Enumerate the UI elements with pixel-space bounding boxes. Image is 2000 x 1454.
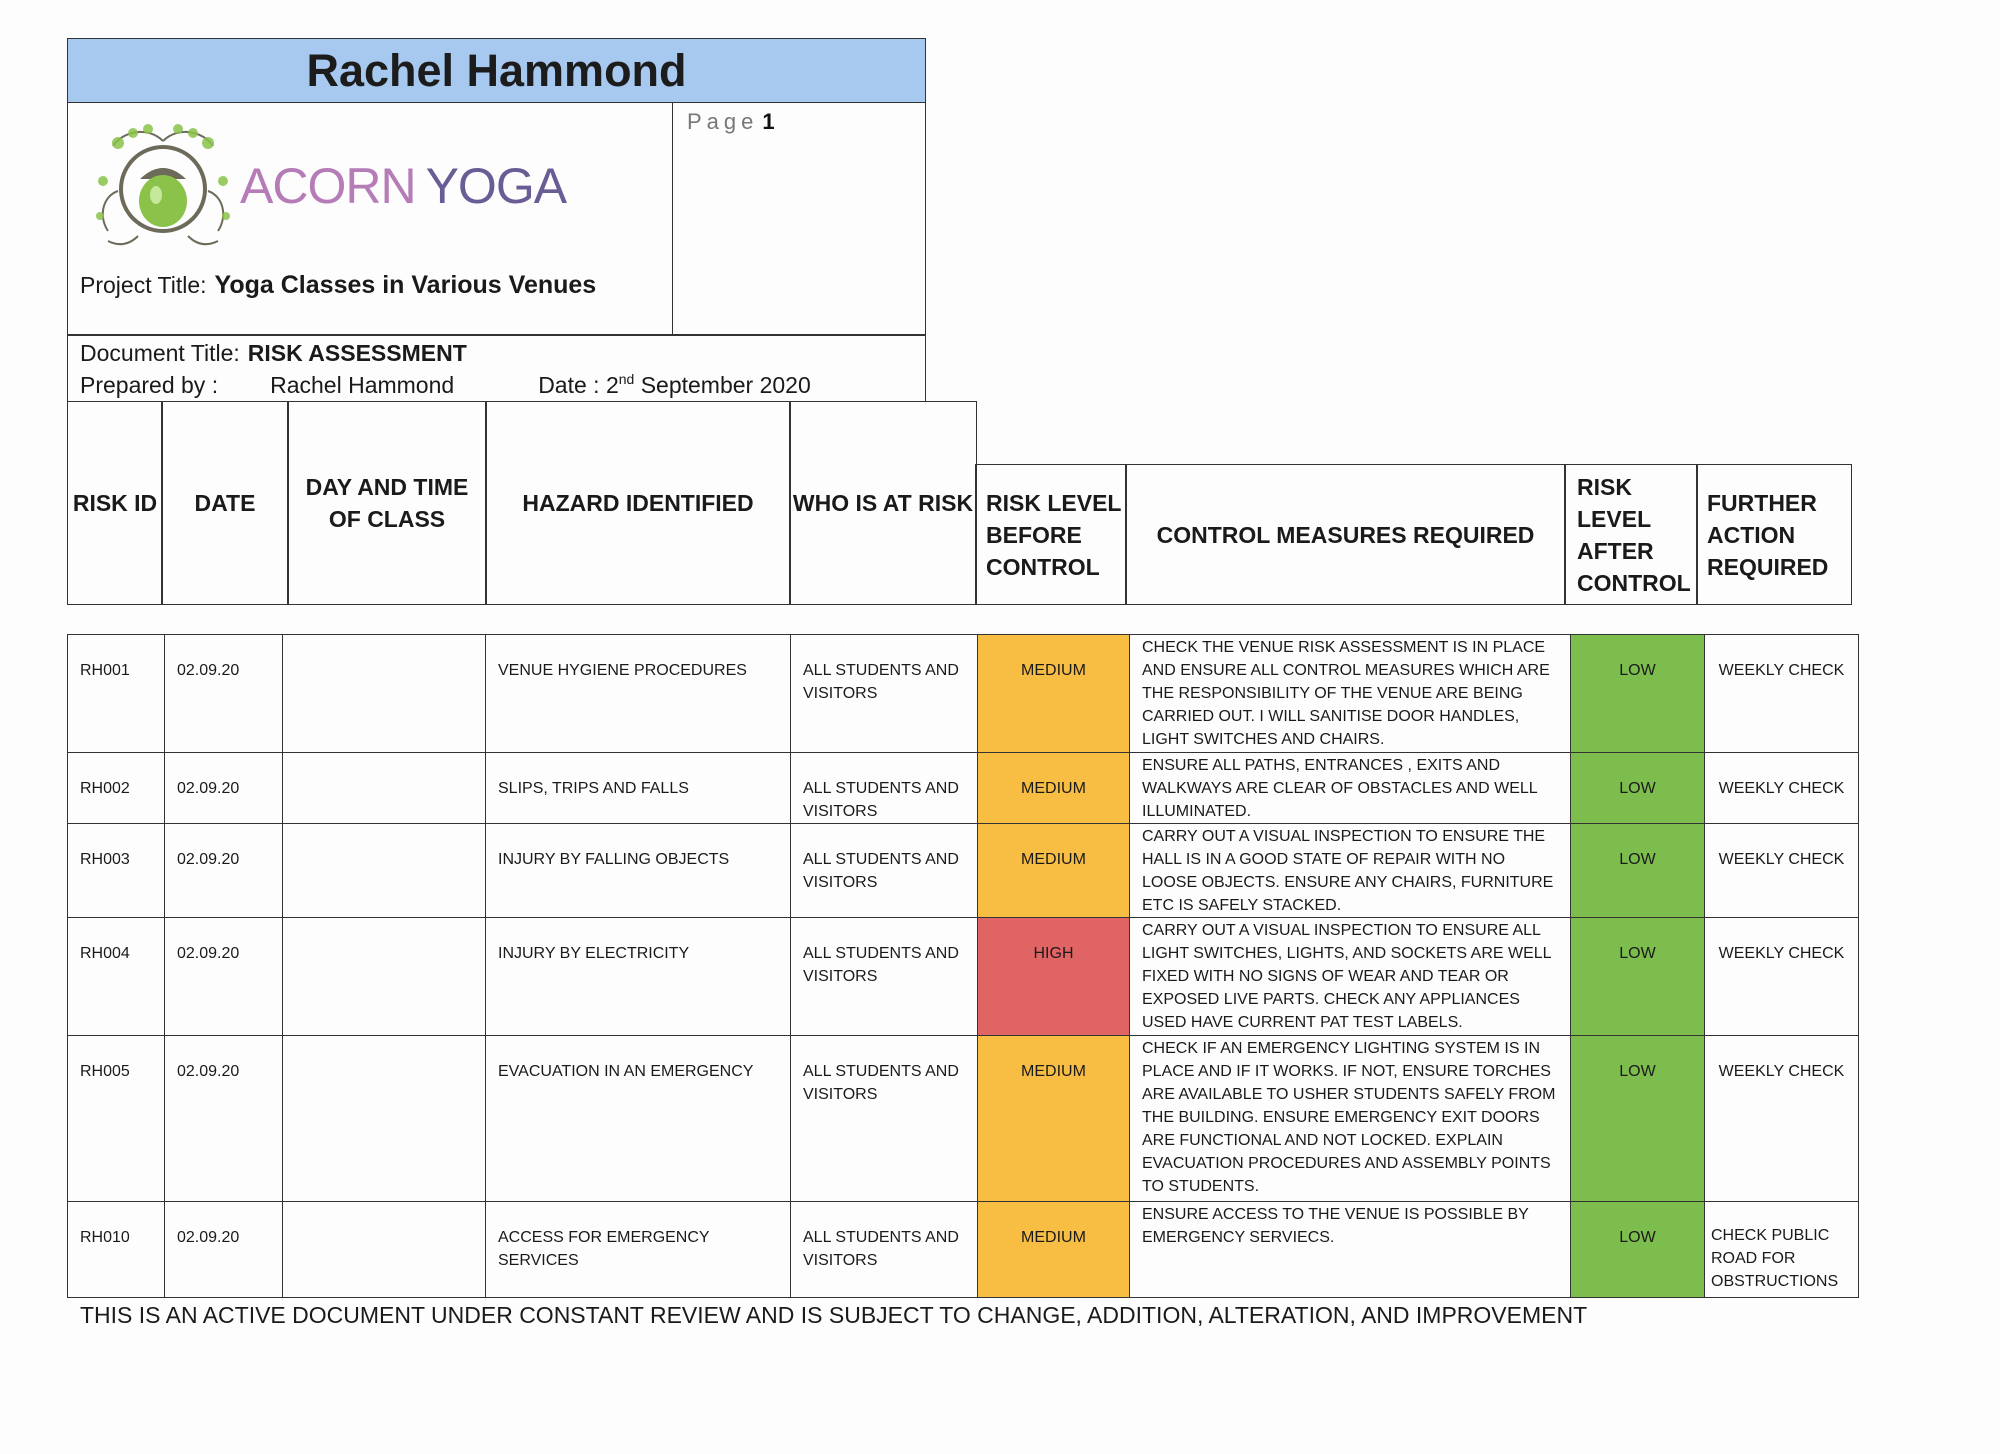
row-risk-after: LOW — [1571, 918, 1705, 1036]
table-row — [68, 1036, 1859, 1202]
row-who-at-risk: ALL STUDENTS AND VISITORS — [791, 824, 978, 918]
row-date: 02.09.20 — [165, 824, 283, 918]
row-risk-id: RH002 — [68, 753, 165, 824]
row-day-time — [283, 635, 486, 753]
row-date: 02.09.20 — [165, 1036, 283, 1202]
row-who-at-risk: ALL STUDENTS AND VISITORS — [791, 1036, 978, 1202]
document-title: RISK ASSESSMENT — [247, 340, 467, 366]
row-control-measures: ENSURE ALL PATHS, ENTRANCES , EXITS AND WALKWAYS ARE CLEAR OF OBSTACLES AND WELL ILLUMINATED. — [1130, 753, 1571, 824]
row-risk-after: LOW — [1571, 1202, 1705, 1298]
prepared-by: Rachel Hammond — [270, 372, 455, 398]
row-hazard: SLIPS, TRIPS AND FALLS — [486, 753, 791, 824]
row-control-measures: CHECK IF AN EMERGENCY LIGHTING SYSTEM IS IN PLACE AND IF IT WORKS. IF NOT, ENSURE TORCHES ARE AVAILABLE TO USHER STUDENTS SAFELY FROM THE BUILDING. ENSURE EMERGENCY EXIT DOORS ARE FUNCTIONAL AND NOT LOCKED. EXPLAIN EVACUATION PROCEDURES AND ASSEMBLY POINTS TO STUDENTS. — [1130, 1036, 1571, 1202]
logo-panel — [67, 103, 673, 335]
table-row — [68, 753, 1859, 824]
date-suffix: September 2020 — [634, 372, 811, 398]
row-day-time — [283, 1036, 486, 1202]
row-risk-after: LOW — [1571, 753, 1705, 824]
col-header-control-measures: CONTROL MEASURES REQUIRED — [1125, 464, 1566, 605]
row-risk-after: LOW — [1571, 824, 1705, 918]
col-header-risk-before: RISK LEVEL BEFORE CONTROL — [975, 464, 1127, 605]
row-risk-before: MEDIUM — [978, 635, 1130, 753]
page-number: 1 — [762, 109, 775, 134]
row-risk-before: MEDIUM — [978, 753, 1130, 824]
row-further-action: CHECK PUBLIC ROAD FOR OBSTRUCTIONS — [1705, 1202, 1859, 1298]
row-date: 02.09.20 — [165, 1202, 283, 1298]
footer-note: THIS IS AN ACTIVE DOCUMENT UNDER CONSTANT REVIEW AND IS SUBJECT TO CHANGE, ADDITION, ALTERATION, AND IMPROVEMENT — [80, 1302, 1588, 1328]
col-header-who-at-risk: WHO IS AT RISK — [789, 401, 977, 605]
row-hazard: VENUE HYGIENE PROCEDURES — [486, 635, 791, 753]
col-header-hazard: HAZARD IDENTIFIED — [485, 401, 791, 605]
acorn-yoga-logo — [88, 121, 566, 251]
row-who-at-risk: ALL STUDENTS AND VISITORS — [791, 918, 978, 1036]
row-date: 02.09.20 — [165, 635, 283, 753]
page-number-panel — [672, 103, 926, 335]
project-title-line — [80, 271, 596, 300]
row-who-at-risk: ALL STUDENTS AND VISITORS — [791, 1202, 978, 1298]
col-header-risk-id: RISK ID — [67, 401, 163, 605]
col-header-risk-after: RISK LEVEL AFTER CONTROL — [1564, 464, 1698, 605]
row-further-action: WEEKLY CHECK — [1705, 1036, 1859, 1202]
row-control-measures: CHECK THE VENUE RISK ASSESSMENT IS IN PLACE AND ENSURE ALL CONTROL MEASURES WHICH ARE THE RESPONSIBILITY OF THE VENUE ARE BEING CARRIED OUT. I WILL SANITISE DOOR HANDLES, LIGHT SWITCHES AND CHAIRS. — [1130, 635, 1571, 753]
row-date: 02.09.20 — [165, 918, 283, 1036]
date-ordinal: nd — [618, 371, 635, 387]
row-risk-before: MEDIUM — [978, 1036, 1130, 1202]
col-header-further-action: FURTHER ACTION REQUIRED — [1696, 464, 1852, 605]
row-who-at-risk: ALL STUDENTS AND VISITORS — [791, 753, 978, 824]
row-hazard: EVACUATION IN AN EMERGENCY — [486, 1036, 791, 1202]
row-hazard: ACCESS FOR EMERGENCY SERVICES — [486, 1202, 791, 1298]
document-date — [538, 371, 811, 399]
table-row — [68, 1202, 1859, 1298]
row-further-action: WEEKLY CHECK — [1705, 918, 1859, 1036]
table-row — [68, 635, 1859, 753]
table-row — [68, 918, 1859, 1036]
row-control-measures: CARRY OUT A VISUAL INSPECTION TO ENSURE ALL LIGHT SWITCHES, LIGHTS, AND SOCKETS ARE WELL FIXED WITH NO SIGNS OF WEAR AND TEAR OR EXPOSED LIVE PARTS. CHECK ANY APPLIANCES USED HAVE CURRENT PAT TEST LABELS. — [1130, 918, 1571, 1036]
document-info-panel — [67, 335, 926, 401]
row-risk-id: RH003 — [68, 824, 165, 918]
document-title-label: Document Title: — [80, 340, 240, 366]
row-date: 02.09.20 — [165, 753, 283, 824]
risk-assessment-table — [67, 634, 1859, 1298]
row-further-action: WEEKLY CHECK — [1705, 753, 1859, 824]
row-day-time — [283, 824, 486, 918]
logo-word-yoga: YOGA — [425, 158, 567, 214]
prepared-by-label: Prepared by : — [80, 372, 219, 398]
row-day-time — [283, 753, 486, 824]
page-label: Page — [687, 109, 759, 134]
row-risk-id: RH004 — [68, 918, 165, 1036]
row-risk-id: RH010 — [68, 1202, 165, 1298]
row-further-action: WEEKLY CHECK — [1705, 635, 1859, 753]
logo-word-acorn: ACORN — [240, 158, 416, 214]
row-risk-before: MEDIUM — [978, 824, 1130, 918]
acorn-tree-icon — [88, 121, 238, 251]
row-who-at-risk: ALL STUDENTS AND VISITORS — [791, 635, 978, 753]
document-owner-name: Rachel Hammond — [67, 38, 926, 103]
row-risk-before: HIGH — [978, 918, 1130, 1036]
row-control-measures: ENSURE ACCESS TO THE VENUE IS POSSIBLE BY EMERGENCY SERVIECS. — [1130, 1202, 1571, 1298]
row-risk-id: RH001 — [68, 635, 165, 753]
row-day-time — [283, 918, 486, 1036]
row-hazard: INJURY BY ELECTRICITY — [486, 918, 791, 1036]
row-control-measures: CARRY OUT A VISUAL INSPECTION TO ENSURE THE HALL IS IN A GOOD STATE OF REPAIR WITH NO LOOSE OBJECTS. ENSURE ANY CHAIRS, FURNITURE ETC IS SAFELY STACKED. — [1130, 824, 1571, 918]
project-title-label: Project Title: — [80, 272, 207, 298]
row-risk-id: RH005 — [68, 1036, 165, 1202]
col-header-day-time: DAY AND TIME OF CLASS — [287, 401, 487, 605]
col-header-date: DATE — [161, 401, 289, 605]
row-further-action: WEEKLY CHECK — [1705, 824, 1859, 918]
row-day-time — [283, 1202, 486, 1298]
project-title: Yoga Classes in Various Venues — [214, 271, 597, 299]
row-risk-after: LOW — [1571, 1036, 1705, 1202]
date-prefix: Date : 2 — [538, 372, 619, 398]
row-hazard: INJURY BY FALLING OBJECTS — [486, 824, 791, 918]
row-risk-before: MEDIUM — [978, 1202, 1130, 1298]
row-risk-after: LOW — [1571, 635, 1705, 753]
table-row — [68, 824, 1859, 918]
